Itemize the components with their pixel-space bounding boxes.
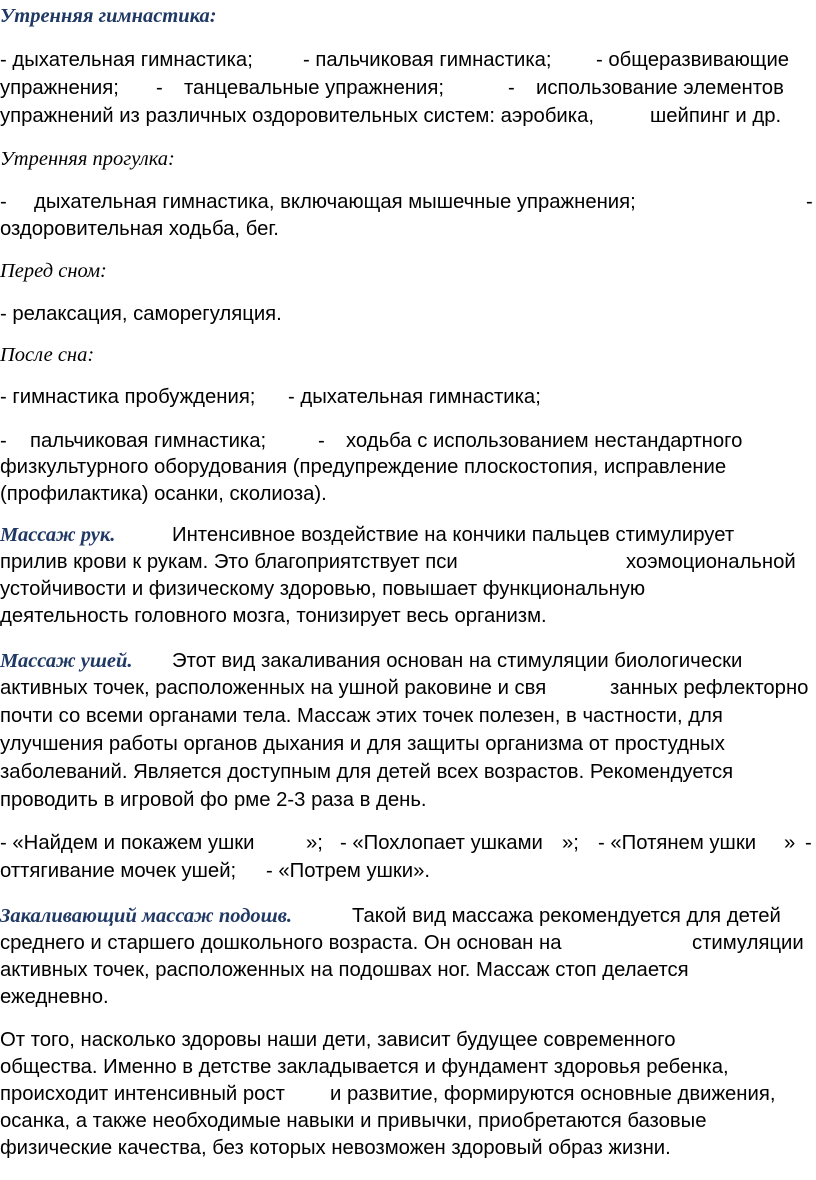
list-item: »: [784, 832, 796, 854]
morning-walk-heading: Утренняя прогулка:: [0, 148, 175, 170]
paragraph-text: рме 2-3 раза в день.: [234, 789, 427, 811]
paragraph-text: проводить в игровой фо: [0, 789, 229, 811]
before-sleep-heading: Перед сном:: [0, 260, 107, 282]
list-item: - «Найдем и покажем ушки: [0, 832, 255, 854]
foot-massage-heading: Закаливающий массаж подошв.: [0, 905, 292, 927]
paragraph-text: почти со всеми органами тела. Массаж этих точек полезен, в частности, для: [0, 705, 723, 727]
list-item: -: [805, 832, 812, 854]
paragraph-text: стимуляции: [692, 932, 804, 954]
list-item: оттягивание мочек ушей;: [0, 860, 237, 882]
paragraph-text: устойчивости и физическому здоровью, повышает функциональную: [0, 578, 646, 600]
list-item: -: [0, 430, 7, 452]
paragraph-text: происходит интенсивный рост: [0, 1083, 285, 1105]
paragraph-text: ежедневно.: [0, 986, 109, 1008]
paragraph-text: Интенсивное воздействие на кончики пальцев стимулирует: [172, 524, 735, 546]
paragraph-text: физкультурного оборудования (предупреждение плоскостопия, исправление: [0, 456, 727, 478]
paragraph-text: улучшения работы органов дыхания и для защиты организма от простудных: [0, 733, 725, 755]
paragraph-text: упражнений из различных оздоровительных систем: аэробика,: [0, 105, 594, 127]
paragraph-text: (профилактика) осанки, сколиоза).: [0, 483, 327, 505]
list-item: танцевальные упражнения;: [184, 77, 445, 99]
paragraph-text: осанка, а также необходимые навыки и привычки, приобретаются базовые: [0, 1110, 707, 1132]
morning-gym-heading: Утренняя гимнастика:: [0, 5, 217, 27]
paragraph-text: заболеваний. Является доступным для детей всех возрастов. Рекомендуется: [0, 761, 734, 783]
paragraph-text: и развитие, формируются основные движения,: [330, 1083, 776, 1105]
list-item: - общеразвивающие: [596, 49, 790, 71]
paragraph-text: общества. Именно в детстве закладывается и фундамент здоровья ребенка,: [0, 1056, 729, 1078]
list-item: »;: [306, 832, 323, 854]
list-item: дыхательная гимнастика, включающая мышечные упражнения;: [34, 191, 636, 213]
list-item: оздоровительная ходьба, бег.: [0, 218, 279, 240]
paragraph-text: Такой вид массажа рекомендуется для детей: [352, 905, 781, 927]
paragraph-text: активных точек, расположенных на подошвах ног. Массаж стоп делается: [0, 959, 689, 981]
paragraph-text: прилив крови к рукам. Это благоприятствует пси: [0, 551, 458, 573]
hand-massage-heading: Массаж рук.: [0, 524, 116, 546]
list-item: - дыхательная гимнастика;: [0, 49, 253, 71]
list-item: - дыхательная гимнастика;: [288, 386, 541, 408]
list-item: -: [508, 77, 515, 99]
paragraph-text: Этот вид закаливания основан на стимуляции биологически: [172, 650, 743, 672]
list-item: -: [318, 430, 325, 452]
list-item: использование элементов: [536, 77, 784, 99]
list-item: - пальчиковая гимнастика;: [303, 49, 552, 71]
list-item: пальчиковая гимнастика;: [30, 430, 267, 452]
paragraph-text: хоэмоциональной: [626, 551, 796, 573]
ear-massage-heading: Массаж ушей.: [0, 650, 133, 672]
paragraph-text: шейпинг и др.: [650, 105, 782, 127]
paragraph-text: деятельность головного мозга, тонизирует весь организм.: [0, 605, 547, 627]
list-item: упражнения;: [0, 77, 119, 99]
list-item: - «Похлопает ушками: [340, 832, 543, 854]
paragraph-text: активных точек, расположенных на ушной раковине и свя: [0, 677, 547, 699]
after-sleep-heading: После сна:: [0, 344, 95, 366]
list-item: »;: [562, 832, 579, 854]
list-item: -: [806, 191, 813, 213]
paragraph-text: физические качества, без которых невозможен здоровый образ жизни.: [0, 1137, 671, 1159]
paragraph-text: занных рефлекторно: [610, 677, 809, 699]
paragraph-text: среднего и старшего дошкольного возраста. Он основан на: [0, 932, 562, 954]
list-item: ходьба с использованием нестандартного: [346, 430, 743, 452]
paragraph-text: От того, насколько здоровы наши дети, зависит будущее современного: [0, 1029, 676, 1051]
list-item: -: [156, 77, 163, 99]
list-item: - релаксация, саморегуляция.: [0, 303, 282, 325]
list-item: - гимнастика пробуждения;: [0, 386, 256, 408]
list-item: -: [0, 191, 7, 213]
list-item: - «Потянем ушки: [598, 832, 757, 854]
list-item: - «Потрем ушки».: [266, 860, 431, 882]
